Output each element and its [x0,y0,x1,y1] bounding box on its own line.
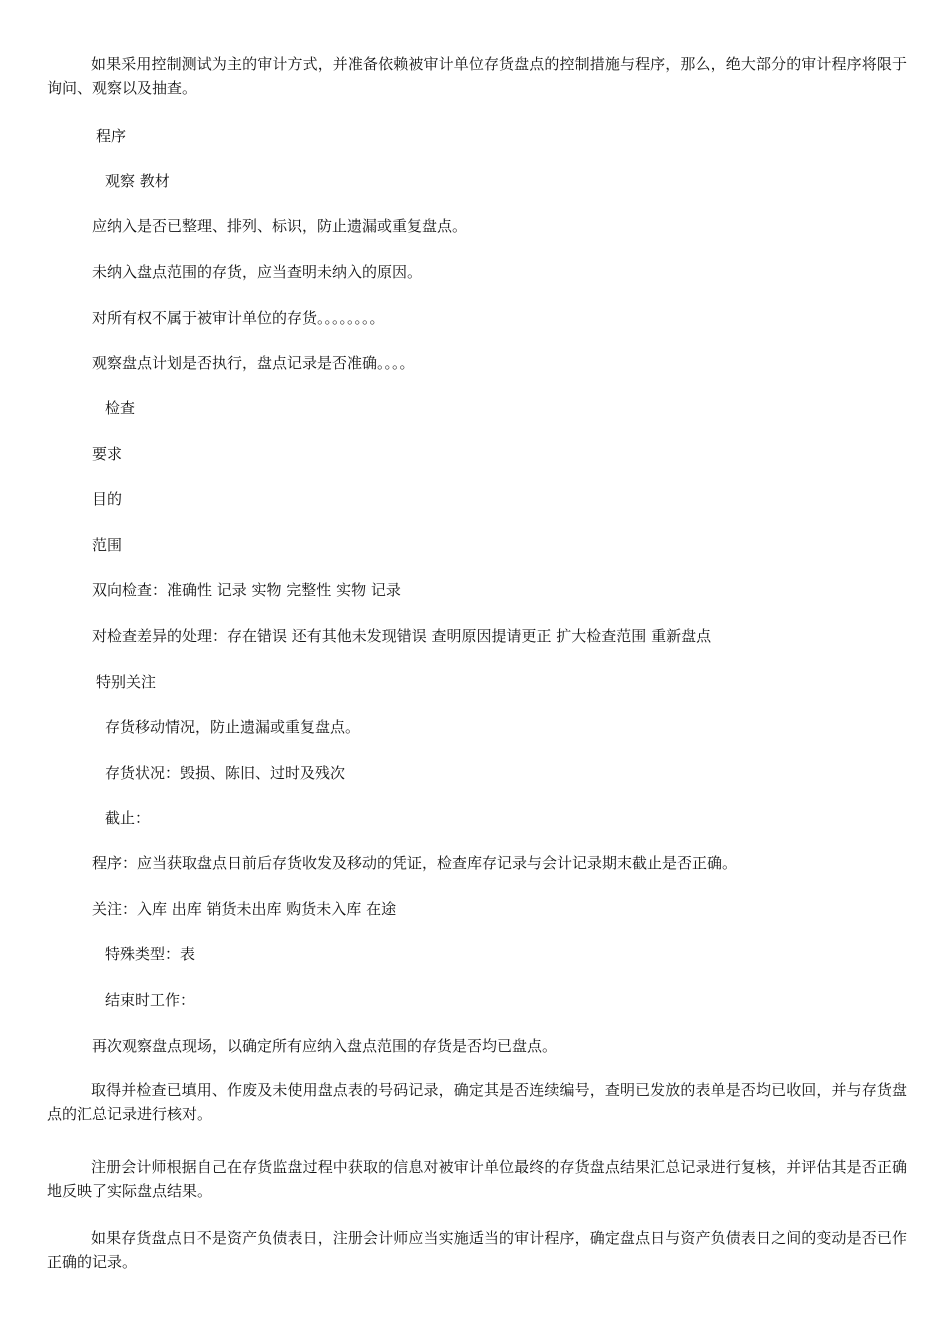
text-line: 程序：应当获取盘点日前后存货收发及移动的凭证，检查库存记录与会计记录期末截止是否正确。 [92,854,738,872]
text-line: 观察盘点计划是否执行，盘点记录是否准确。。。。 [92,354,415,372]
text-line: 要求 [92,445,123,463]
heading-end-work: 结束时工作： [105,991,196,1009]
paragraph-review-results: 注册会计师根据自己在存货监盘过程中获取的信息对被审计单位最终的存货盘点结果汇总记录进行复核，并评估其是否正确地反映了实际盘点结果。 [47,1158,907,1200]
text-line: 特殊类型：表 [105,945,196,963]
text-line: 再次观察盘点现场，以确定所有应纳入盘点范围的存货是否均已盘点。 [92,1037,558,1055]
heading-inspect: 检查 [105,399,136,417]
text-line: 目的 [92,490,123,508]
text-line: 关注：入库 出库 销货未出库 购货未入库 在途 [92,900,397,918]
heading-special-attention: 特别关注 [96,673,157,691]
paragraph-count-sheets: 取得并检查已填用、作废及未使用盘点表的号码记录，确定其是否连续编号，查明已发放的表单是否均已收回，并与存货盘点的汇总记录进行核对。 [47,1081,907,1123]
text-line: 范围 [92,536,123,554]
text-line: 对所有权不属于被审计单位的存货。。。。。。。。 [92,309,385,327]
text-line: 未纳入盘点范围的存货，应当查明未纳入的原因。 [92,263,423,281]
paragraph-control-testing: 如果采用控制测试为主的审计方式，并准备依赖被审计单位存货盘点的控制措施与程序，那么，绝大部分的审计程序将限于询问、观察以及抽查。 [47,55,907,97]
text-line: 存货移动情况，防止遗漏或重复盘点。 [105,718,361,736]
heading-procedure: 程序 [96,127,127,145]
text-line: 应纳入是否已整理、排列、标识，防止遗漏或重复盘点。 [92,217,468,235]
text-line: 存货状况：毁损、陈旧、过时及残次 [105,764,346,782]
text-line: 对检查差异的处理：存在错误 还有其他未发现错误 查明原因提请更正 扩大检查范围 重新盘点 [92,627,712,645]
paragraph-balance-sheet-date: 如果存货盘点日不是资产负债表日，注册会计师应当实施适当的审计程序，确定盘点日与资产负债表日之间的变动是否已作正确的记录。 [47,1229,907,1271]
text-line: 双向检查：准确性 记录 实物 完整性 实物 记录 [92,581,401,599]
heading-cutoff: 截止： [105,809,151,827]
heading-observe: 观察 教材 [105,172,170,190]
